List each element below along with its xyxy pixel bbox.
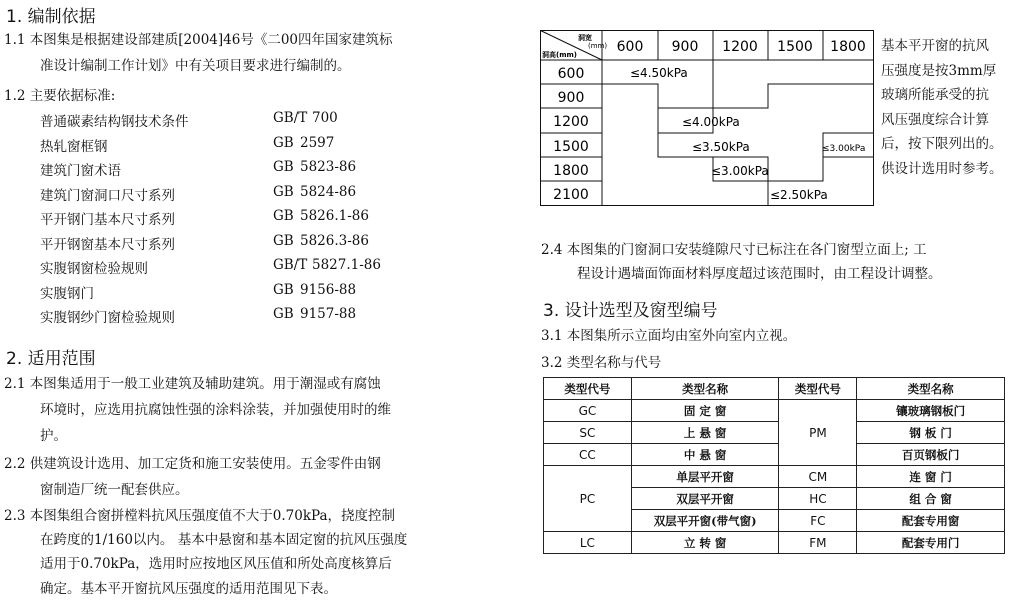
height-header-1500: 1500 — [553, 139, 589, 155]
type-name: 连 窗 门 — [857, 466, 1005, 488]
corner-width-unit: (mm) — [588, 42, 608, 50]
standard-code: GB — [273, 134, 294, 151]
type-code: FC — [779, 510, 857, 532]
type-name: 上 悬 窗 — [631, 422, 779, 444]
header-left-code: 类型代号 — [544, 378, 632, 400]
standard-name: 普通碳素结构钢技术条件 — [40, 114, 189, 130]
standard-number: 5824-86 — [300, 183, 357, 200]
paragraph-2-2-line1: 2.2 供建筑设计选用、加工定货和施工安装使用。五金零件由钢 — [4, 456, 381, 472]
height-header-1800: 1800 — [553, 163, 589, 179]
type-code: HC — [779, 488, 857, 510]
note-line: 供设计选用时参考。 — [881, 160, 1003, 177]
height-header-900: 900 — [557, 90, 585, 106]
height-header-600: 600 — [557, 66, 585, 82]
corner-width-label: 洞宽 — [578, 34, 592, 42]
paragraph-2-1-line1: 2.1 本图集适用于一般工业建筑及辅助建筑。用于潮湿或有腐蚀 — [4, 376, 381, 392]
standard-name: 实腹钢窗检验规则 — [40, 261, 148, 277]
paragraph-2-3-line1: 2.3 本图集组合窗拼樘料抗风压强度值不大于0.70kPa，挠度控制 — [4, 508, 396, 524]
table-row — [544, 400, 1005, 422]
type-name: 中 悬 窗 — [631, 444, 779, 466]
type-code: LC — [544, 532, 632, 554]
paragraph-3-1: 3.1 本图集所示立面均由室外向室内立视。 — [541, 328, 797, 344]
pressure-zone-label: ≤3.50kPa — [692, 140, 750, 154]
type-code-table — [543, 377, 1005, 554]
table-row — [544, 422, 1005, 444]
paragraph-2-4-line1: 2.4 本图集的门窗洞口安装缝隙尺寸已标注在各门窗型立面上; 工 — [541, 242, 927, 258]
paragraph-3-2: 3.2 类型名称与代号 — [541, 355, 662, 371]
type-name: 配套专用门 — [857, 532, 1005, 554]
pressure-zone-label: ≤3.00kPa — [711, 164, 769, 178]
paragraph-2-3-line4: 确定。基本平开窗抗风压强度的适用范围见下表。 — [40, 581, 337, 597]
paragraph-2-2-line2: 窗制造厂统一配套供应。 — [40, 482, 189, 498]
section-2-heading: 2. 适用范围 — [6, 349, 96, 369]
standard-number: 9157-88 — [300, 306, 357, 322]
standard-name: 平开钢窗基本尺寸系列 — [40, 236, 175, 253]
type-name: 单层平开窗 — [631, 466, 779, 488]
paragraph-2-3-line3: 适用于0.70kPa，选用时应按地区风压值和所处高度核算后 — [40, 556, 392, 572]
type-code: PM — [779, 400, 857, 466]
standard-number: 9156-88 — [300, 281, 357, 298]
header-right-code: 类型代号 — [779, 378, 857, 400]
note-line: 玻璃所能承受的抗 — [881, 87, 989, 103]
type-name: 组 合 窗 — [857, 488, 1005, 510]
type-code: GC — [544, 400, 632, 422]
type-name: 配套专用窗 — [857, 510, 1005, 532]
standard-code: GB/T — [273, 257, 308, 273]
table-row — [544, 466, 1005, 488]
standard-code: GB — [273, 281, 294, 298]
type-code: CM — [779, 466, 857, 488]
note-line: 风压强度综合计算 — [881, 111, 989, 128]
type-name: 立 转 窗 — [631, 532, 779, 554]
type-name: 钢 板 门 — [857, 422, 1005, 444]
type-name: 双层平开窗(带气窗) — [631, 510, 779, 532]
wind-pressure-table — [540, 30, 876, 210]
table-row — [544, 532, 1005, 554]
table-row — [544, 444, 1005, 466]
paragraph-1-1-line1: 1.1 本图集是根据建设部建质[2004]46号《二00四年国家建筑标 — [4, 32, 393, 48]
corner-height-label: 洞高(mm) — [542, 51, 577, 59]
paragraph-1-2: 1.2 主要依据标准: — [4, 88, 116, 104]
standard-number: 5827.1-86 — [312, 257, 381, 273]
header-left-name: 类型名称 — [631, 378, 779, 400]
paragraph-1-1-line2: 准设计编制工作计划》中有关项目要求进行编制的。 — [40, 58, 351, 74]
section-3-heading: 3. 设计选型及窗型编号 — [543, 301, 718, 321]
type-code: PC — [544, 466, 632, 532]
width-header-600: 600 — [616, 39, 644, 55]
standard-number: 5823-86 — [300, 159, 357, 175]
type-name: 固 定 窗 — [631, 400, 779, 422]
pressure-zone-label: ≤3.00kPa — [822, 144, 866, 154]
paragraph-2-1-line3: 护。 — [40, 428, 67, 444]
pressure-zone-label: ≤2.50kPa — [770, 188, 828, 202]
type-name: 百页钢板门 — [857, 444, 1005, 466]
standard-code: GB/T — [273, 110, 308, 126]
standard-name: 实腹钢门 — [40, 285, 94, 302]
standard-number: 2597 — [300, 134, 335, 151]
standard-number: 700 — [312, 110, 338, 126]
paragraph-2-3-line2: 在跨度的1/160以内。 基本中悬窗和基本固定窗的抗风压强度 — [40, 532, 408, 548]
standard-name: 建筑门窗术语 — [40, 163, 121, 179]
table-header-row — [544, 378, 1005, 400]
standard-number: 5826.1-86 — [300, 208, 369, 224]
standard-code: GB — [273, 306, 294, 322]
paragraph-2-1-line2: 环境时，应选用抗腐蚀性强的涂料涂装，并加强使用时的维 — [40, 402, 391, 418]
note-line: 后，按下限列出的。 — [881, 136, 1003, 152]
type-name: 双层平开窗 — [631, 488, 779, 510]
height-header-2100: 2100 — [553, 187, 589, 203]
standard-number: 5826.3-86 — [300, 232, 369, 249]
width-header-1200: 1200 — [722, 39, 758, 55]
type-name: 镶玻璃钢板门 — [857, 400, 1005, 422]
pressure-zone-label: ≤4.50kPa — [630, 66, 688, 80]
type-code: SC — [544, 422, 632, 444]
header-right-name: 类型名称 — [857, 378, 1005, 400]
standard-name: 热轧窗框钢 — [40, 138, 108, 155]
width-header-1800: 1800 — [830, 39, 866, 55]
paragraph-2-4-line2: 程设计遇墙面饰面材料厚度超过该范围时，由工程设计调整。 — [577, 266, 942, 282]
note-line: 压强度是按3mm厚 — [881, 62, 997, 79]
standard-code: GB — [273, 159, 294, 175]
note-line: 基本平开窗的抗风 — [881, 38, 989, 54]
type-code: CC — [544, 444, 632, 466]
standard-code: GB — [273, 183, 294, 200]
width-header-900: 900 — [671, 39, 699, 55]
pressure-zone-label: ≤4.00kPa — [682, 115, 740, 129]
standard-name: 实腹钢纱门窗检验规则 — [40, 310, 175, 326]
section-1-heading: 1. 编制依据 — [6, 7, 96, 27]
standard-code: GB — [273, 232, 294, 249]
standard-code: GB — [273, 208, 294, 224]
standard-name: 平开钢门基本尺寸系列 — [40, 212, 175, 228]
standard-name: 建筑门窗洞口尺寸系列 — [40, 187, 175, 204]
height-header-1200: 1200 — [553, 114, 589, 130]
type-code: FM — [779, 532, 857, 554]
width-header-1500: 1500 — [777, 39, 813, 55]
